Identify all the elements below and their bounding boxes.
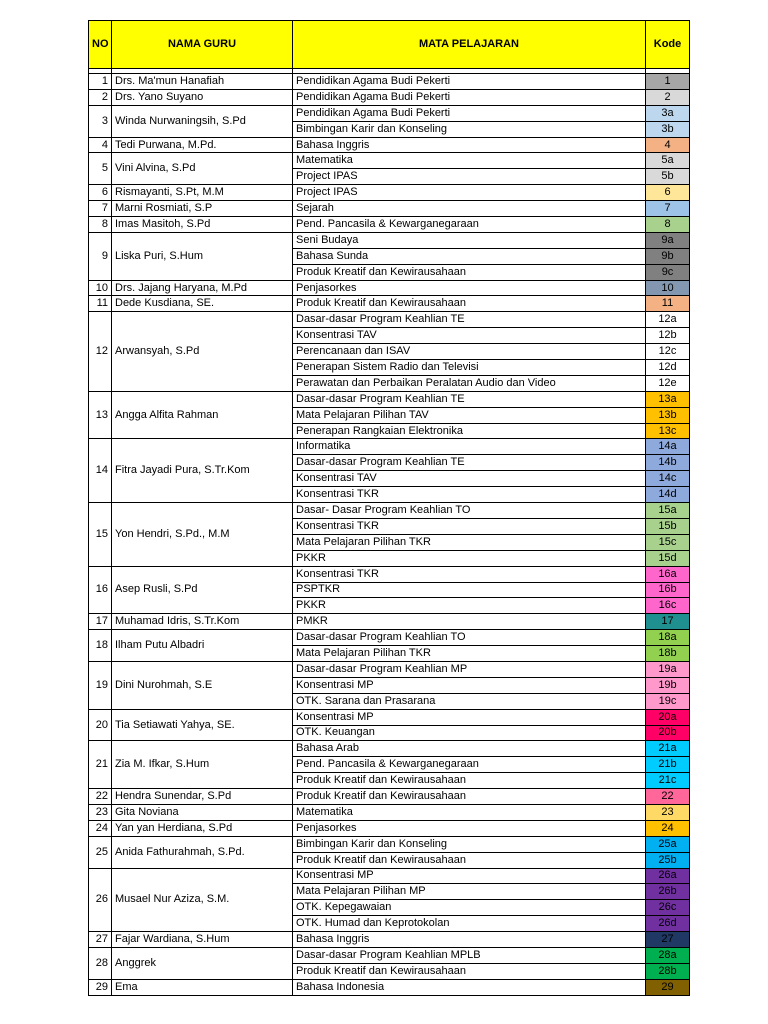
- teacher-name: Fajar Wardiana, S.Hum: [112, 932, 293, 948]
- code-cell: 19b: [646, 677, 690, 693]
- code-cell: 9b: [646, 248, 690, 264]
- subject-cell: Perawatan dan Perbaikan Peralatan Audio dan Video: [293, 375, 646, 391]
- teacher-name: Tedi Purwana, M.Pd.: [112, 137, 293, 153]
- teacher-number: 22: [89, 789, 112, 805]
- teacher-name: Zia M. Ifkar, S.Hum: [112, 741, 293, 789]
- teacher-name: Ilham Putu Albadri: [112, 630, 293, 662]
- subject-cell: Bimbingan Karir dan Konseling: [293, 121, 646, 137]
- code-cell: 28b: [646, 963, 690, 979]
- teacher-number: 20: [89, 709, 112, 741]
- subject-cell: Konsentrasi TAV: [293, 328, 646, 344]
- subject-cell: Bahasa Inggris: [293, 137, 646, 153]
- subject-cell: Dasar- Dasar Program Keahlian TO: [293, 503, 646, 519]
- subject-cell: Bimbingan Karir dan Konseling: [293, 836, 646, 852]
- teacher-name: Drs. Jajang Haryana, M.Pd: [112, 280, 293, 296]
- subject-cell: PKKR: [293, 550, 646, 566]
- code-cell: 14d: [646, 487, 690, 503]
- subject-cell: Dasar-dasar Program Keahlian MP: [293, 661, 646, 677]
- subject-cell: Sejarah: [293, 201, 646, 217]
- subject-cell: Project IPAS: [293, 169, 646, 185]
- table-row: [89, 391, 690, 407]
- teacher-name: Musael Nur Aziza, S.M.: [112, 868, 293, 932]
- code-cell: 16c: [646, 598, 690, 614]
- code-cell: 9c: [646, 264, 690, 280]
- table-row: [89, 741, 690, 757]
- teacher-name: Fitra Jayadi Pura, S.Tr.Kom: [112, 439, 293, 503]
- header-no: NO: [89, 21, 112, 69]
- subject-cell: Mata Pelajaran Pilihan TAV: [293, 407, 646, 423]
- subject-cell: PMKR: [293, 614, 646, 630]
- code-cell: 7: [646, 201, 690, 217]
- subject-cell: Penjasorkes: [293, 280, 646, 296]
- subject-cell: Dasar-dasar Program Keahlian TO: [293, 630, 646, 646]
- subject-cell: Pend. Pancasila & Kewarganegaraan: [293, 217, 646, 233]
- subject-cell: Produk Kreatif dan Kewirausahaan: [293, 264, 646, 280]
- table-row: [89, 868, 690, 884]
- teacher-name: Liska Puri, S.Hum: [112, 232, 293, 280]
- table-body: [89, 69, 690, 996]
- table-row: [89, 89, 690, 105]
- code-cell: 9a: [646, 232, 690, 248]
- code-cell: 23: [646, 804, 690, 820]
- teacher-number: 11: [89, 296, 112, 312]
- code-cell: 26b: [646, 884, 690, 900]
- code-cell: 25b: [646, 852, 690, 868]
- code-cell: 21b: [646, 757, 690, 773]
- teacher-number: 27: [89, 932, 112, 948]
- subject-cell: Bahasa Arab: [293, 741, 646, 757]
- teacher-name: Imas Masitoh, S.Pd: [112, 217, 293, 233]
- table-row: [89, 296, 690, 312]
- code-cell: 14b: [646, 455, 690, 471]
- teacher-number: 9: [89, 232, 112, 280]
- subject-cell: Konsentrasi MP: [293, 677, 646, 693]
- subject-cell: Produk Kreatif dan Kewirausahaan: [293, 852, 646, 868]
- teacher-name: Ema: [112, 979, 293, 995]
- subject-cell: Mata Pelajaran Pilihan TKR: [293, 646, 646, 662]
- code-cell: 12a: [646, 312, 690, 328]
- subject-cell: Project IPAS: [293, 185, 646, 201]
- code-cell: 20a: [646, 709, 690, 725]
- code-cell: 17: [646, 614, 690, 630]
- subject-cell: Bahasa Indonesia: [293, 979, 646, 995]
- teacher-number: 8: [89, 217, 112, 233]
- subject-cell: Produk Kreatif dan Kewirausahaan: [293, 963, 646, 979]
- table-row: [89, 280, 690, 296]
- teacher-number: 24: [89, 820, 112, 836]
- code-cell: 5b: [646, 169, 690, 185]
- code-cell: 27: [646, 932, 690, 948]
- subject-cell: Matematika: [293, 153, 646, 169]
- code-cell: 12e: [646, 375, 690, 391]
- code-cell: 21a: [646, 741, 690, 757]
- code-cell: 20b: [646, 725, 690, 741]
- code-cell: 25a: [646, 836, 690, 852]
- teacher-name: Winda Nurwaningsih, S.Pd: [112, 105, 293, 137]
- table-row: [89, 614, 690, 630]
- subject-cell: Konsentrasi MP: [293, 868, 646, 884]
- table-row: [89, 789, 690, 805]
- subject-cell: Seni Budaya: [293, 232, 646, 248]
- subject-cell: OTK. Keuangan: [293, 725, 646, 741]
- code-cell: 6: [646, 185, 690, 201]
- teacher-name: Gita Noviana: [112, 804, 293, 820]
- header-row: [89, 21, 690, 69]
- code-cell: 24: [646, 820, 690, 836]
- teacher-number: 12: [89, 312, 112, 391]
- code-cell: 4: [646, 137, 690, 153]
- code-cell: 14a: [646, 439, 690, 455]
- code-cell: 10: [646, 280, 690, 296]
- code-cell: 12b: [646, 328, 690, 344]
- code-cell: 12d: [646, 360, 690, 376]
- table-row: [89, 105, 690, 121]
- table-row: [89, 439, 690, 455]
- teacher-number: 16: [89, 566, 112, 614]
- teacher-name: Angga Alfita Rahman: [112, 391, 293, 439]
- subject-cell: Penjasorkes: [293, 820, 646, 836]
- subject-cell: OTK. Humad dan Keprotokolan: [293, 916, 646, 932]
- teacher-name: Yan yan Herdiana, S.Pd: [112, 820, 293, 836]
- teacher-number: 26: [89, 868, 112, 932]
- teacher-number: 14: [89, 439, 112, 503]
- code-cell: 15d: [646, 550, 690, 566]
- table-row: [89, 804, 690, 820]
- teacher-number: 29: [89, 979, 112, 995]
- subject-cell: PKKR: [293, 598, 646, 614]
- teacher-schedule-table: [88, 20, 690, 996]
- table-row: [89, 201, 690, 217]
- subject-cell: Dasar-dasar Program Keahlian TE: [293, 391, 646, 407]
- teacher-number: 5: [89, 153, 112, 185]
- teacher-number: 6: [89, 185, 112, 201]
- subject-cell: Matematika: [293, 804, 646, 820]
- subject-cell: Mata Pelajaran Pilihan TKR: [293, 534, 646, 550]
- teacher-name: Dini Nurohmah, S.E: [112, 661, 293, 709]
- subject-cell: PSPTKR: [293, 582, 646, 598]
- table-row: [89, 232, 690, 248]
- subject-cell: Konsentrasi TKR: [293, 566, 646, 582]
- subject-cell: Produk Kreatif dan Kewirausahaan: [293, 773, 646, 789]
- teacher-number: 1: [89, 74, 112, 90]
- code-cell: 2: [646, 89, 690, 105]
- code-cell: 12c: [646, 344, 690, 360]
- teacher-name: Tia Setiawati Yahya, SE.: [112, 709, 293, 741]
- code-cell: 18b: [646, 646, 690, 662]
- teacher-number: 2: [89, 89, 112, 105]
- subject-cell: Perencanaan dan ISAV: [293, 344, 646, 360]
- teacher-number: 15: [89, 503, 112, 567]
- table-row: [89, 661, 690, 677]
- table-row: [89, 820, 690, 836]
- code-cell: 26d: [646, 916, 690, 932]
- code-cell: 13b: [646, 407, 690, 423]
- teacher-number: 23: [89, 804, 112, 820]
- subject-cell: Pend. Pancasila & Kewarganegaraan: [293, 757, 646, 773]
- header-subject: MATA PELAJARAN: [293, 21, 646, 69]
- table-row: [89, 932, 690, 948]
- subject-cell: Dasar-dasar Program Keahlian TE: [293, 455, 646, 471]
- code-cell: 11: [646, 296, 690, 312]
- teacher-number: 21: [89, 741, 112, 789]
- table-row: [89, 137, 690, 153]
- subject-cell: Pendidikan Agama Budi Pekerti: [293, 105, 646, 121]
- code-cell: 15a: [646, 503, 690, 519]
- subject-cell: Penerapan Rangkaian Elektronika: [293, 423, 646, 439]
- table-row: [89, 503, 690, 519]
- table-row: [89, 153, 690, 169]
- table-row: [89, 630, 690, 646]
- table-row: [89, 217, 690, 233]
- code-cell: 26a: [646, 868, 690, 884]
- code-cell: 26c: [646, 900, 690, 916]
- subject-cell: Produk Kreatif dan Kewirausahaan: [293, 789, 646, 805]
- teacher-number: 19: [89, 661, 112, 709]
- teacher-name: Rismayanti, S.Pt, M.M: [112, 185, 293, 201]
- code-cell: 19c: [646, 693, 690, 709]
- table-row: [89, 566, 690, 582]
- code-cell: 3a: [646, 105, 690, 121]
- code-cell: 19a: [646, 661, 690, 677]
- code-cell: 22: [646, 789, 690, 805]
- subject-cell: Konsentrasi TKR: [293, 487, 646, 503]
- teacher-number: 18: [89, 630, 112, 662]
- code-cell: 1: [646, 74, 690, 90]
- teacher-number: 4: [89, 137, 112, 153]
- table-row: [89, 979, 690, 995]
- header-name: NAMA GURU: [112, 21, 293, 69]
- subject-cell: Dasar-dasar Program Keahlian TE: [293, 312, 646, 328]
- teacher-name: Muhamad Idris, S.Tr.Kom: [112, 614, 293, 630]
- subject-cell: Informatika: [293, 439, 646, 455]
- code-cell: 5a: [646, 153, 690, 169]
- teacher-name: Hendra Sunendar, S.Pd: [112, 789, 293, 805]
- subject-cell: Konsentrasi TKR: [293, 518, 646, 534]
- table-row: [89, 836, 690, 852]
- teacher-name: Drs. Yano Suyano: [112, 89, 293, 105]
- subject-cell: OTK. Sarana dan Prasarana: [293, 693, 646, 709]
- subject-cell: Bahasa Inggris: [293, 932, 646, 948]
- header-code: Kode: [646, 21, 690, 69]
- teacher-number: 7: [89, 201, 112, 217]
- subject-cell: Mata Pelajaran Pilihan MP: [293, 884, 646, 900]
- teacher-name: Asep Rusli, S.Pd: [112, 566, 293, 614]
- subject-cell: Pendidikan Agama Budi Pekerti: [293, 89, 646, 105]
- code-cell: 14c: [646, 471, 690, 487]
- teacher-name: Anggrek: [112, 947, 293, 979]
- teacher-number: 3: [89, 105, 112, 137]
- code-cell: 29: [646, 979, 690, 995]
- code-cell: 15c: [646, 534, 690, 550]
- teacher-name: Dede Kusdiana, SE.: [112, 296, 293, 312]
- table-row: [89, 709, 690, 725]
- subject-cell: Konsentrasi MP: [293, 709, 646, 725]
- subject-cell: Pendidikan Agama Budi Pekerti: [293, 74, 646, 90]
- subject-cell: Produk Kreatif dan Kewirausahaan: [293, 296, 646, 312]
- subject-cell: Konsentrasi TAV: [293, 471, 646, 487]
- teacher-number: 25: [89, 836, 112, 868]
- code-cell: 15b: [646, 518, 690, 534]
- code-cell: 8: [646, 217, 690, 233]
- teacher-name: Yon Hendri, S.Pd., M.M: [112, 503, 293, 567]
- teacher-name: Drs. Ma'mun Hanafiah: [112, 74, 293, 90]
- subject-cell: Bahasa Sunda: [293, 248, 646, 264]
- teacher-number: 10: [89, 280, 112, 296]
- table-row: [89, 185, 690, 201]
- subject-cell: Penerapan Sistem Radio dan Televisi: [293, 360, 646, 376]
- teacher-name: Marni Rosmiati, S.P: [112, 201, 293, 217]
- subject-cell: OTK. Kepegawaian: [293, 900, 646, 916]
- teacher-number: 13: [89, 391, 112, 439]
- table-row: [89, 947, 690, 963]
- teacher-name: Vini Alvina, S.Pd: [112, 153, 293, 185]
- table-row: [89, 74, 690, 90]
- code-cell: 16a: [646, 566, 690, 582]
- code-cell: 3b: [646, 121, 690, 137]
- code-cell: 13c: [646, 423, 690, 439]
- code-cell: 21c: [646, 773, 690, 789]
- code-cell: 28a: [646, 947, 690, 963]
- teacher-number: 28: [89, 947, 112, 979]
- teacher-number: 17: [89, 614, 112, 630]
- subject-cell: Dasar-dasar Program Keahlian MPLB: [293, 947, 646, 963]
- code-cell: 18a: [646, 630, 690, 646]
- teacher-name: Anida Fathurahmah, S.Pd.: [112, 836, 293, 868]
- table-row: [89, 312, 690, 328]
- teacher-name: Arwansyah, S.Pd: [112, 312, 293, 391]
- code-cell: 13a: [646, 391, 690, 407]
- code-cell: 16b: [646, 582, 690, 598]
